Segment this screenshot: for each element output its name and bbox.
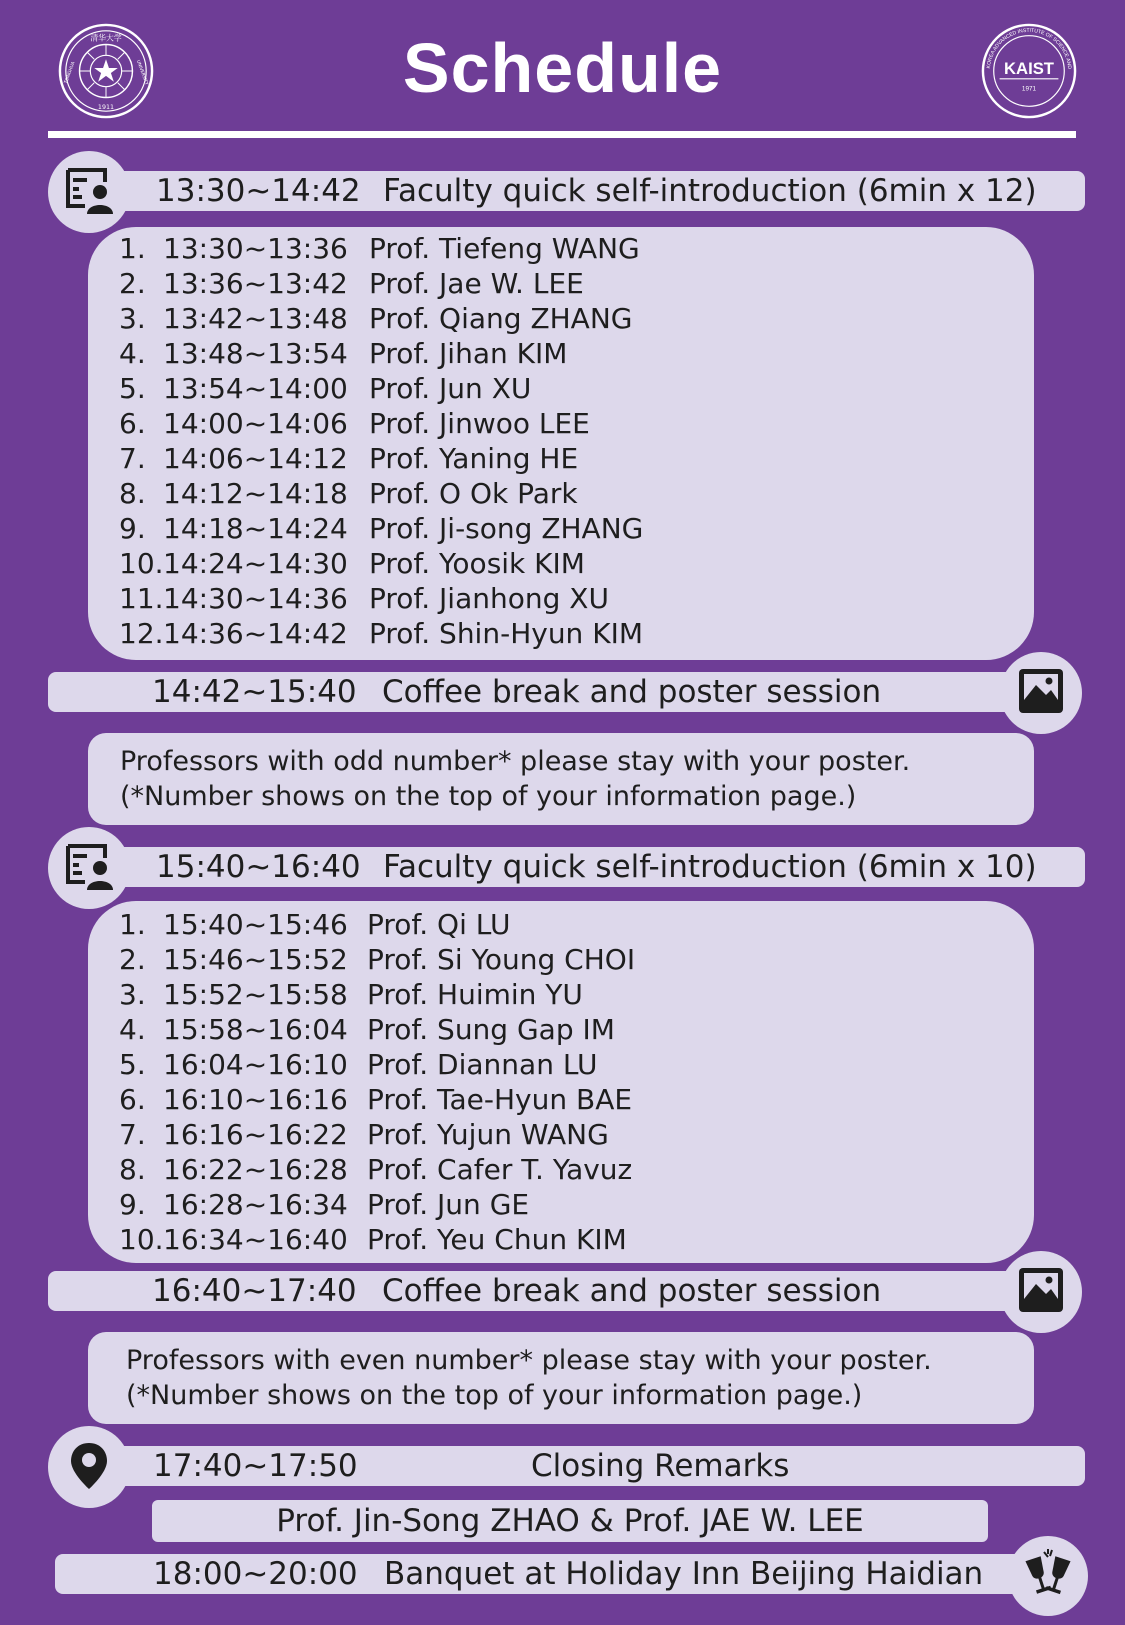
schedule-row [119, 907, 999, 942]
page-title: Schedule [402, 29, 723, 107]
toast-glasses-icon [1022, 1548, 1074, 1604]
row-speaker: Prof. Cafer T. Yavuz [367, 1153, 633, 1186]
row-number: 4. [119, 1013, 146, 1046]
row-time: 16:04~16:10 [163, 1048, 348, 1081]
row-speaker: Prof. Qiang ZHANG [369, 302, 633, 335]
tsinghua-logo [57, 22, 155, 120]
row-number: 2. [119, 943, 146, 976]
row-number: 7. [119, 442, 146, 475]
svg-text:1911: 1911 [97, 103, 115, 112]
session1-list-panel [88, 227, 1034, 660]
closing-speakers: Prof. Jin-Song ZHAO & Prof. JAE W. LEE [152, 1500, 988, 1542]
image-icon [1015, 665, 1067, 721]
schedule-row [119, 476, 999, 511]
break2-note-line2: (*Number shows on the top of your information page.) [126, 1380, 863, 1411]
break2-header [48, 1271, 1033, 1311]
row-time: 13:36~13:42 [163, 267, 348, 300]
svg-text:1971: 1971 [1021, 85, 1037, 93]
break2-note-panel [88, 1332, 1034, 1424]
session1-icon-circle [48, 151, 130, 233]
schedule-row [119, 1187, 999, 1222]
row-speaker: Prof. O Ok Park [369, 477, 578, 510]
row-speaker: Prof. Yujun WANG [367, 1118, 609, 1151]
kaist-logo [980, 22, 1078, 120]
schedule-row [119, 511, 999, 546]
row-time: 13:48~13:54 [163, 337, 348, 370]
row-time: 14:30~14:36 [163, 582, 348, 615]
row-time: 15:58~16:04 [163, 1013, 348, 1046]
title-divider [48, 131, 1076, 138]
schedule-row [119, 942, 999, 977]
svg-text:KOREA ADVANCED INSTITUTE OF SC: KOREA ADVANCED INSTITUTE OF SCIENCE AND [985, 27, 1073, 70]
row-number: 6. [119, 407, 146, 440]
row-number: 3. [119, 302, 146, 335]
row-time: 16:10~16:16 [163, 1083, 348, 1116]
row-speaker: Prof. Sung Gap IM [367, 1013, 615, 1046]
row-time: 14:12~14:18 [163, 477, 348, 510]
schedule-row [119, 1082, 999, 1117]
break1-time: 14:42~15:40 [152, 674, 357, 710]
row-speaker: Prof. Shin-Hyun KIM [369, 617, 643, 650]
row-number: 11. [119, 582, 164, 615]
row-number: 8. [119, 477, 146, 510]
row-time: 15:52~15:58 [163, 978, 348, 1011]
closing-time: 17:40~17:50 [153, 1448, 358, 1484]
session2-list-panel [88, 901, 1034, 1263]
row-speaker: Prof. Yeu Chun KIM [367, 1223, 627, 1256]
row-speaker: Prof. Huimin YU [367, 978, 583, 1011]
image-icon [1015, 1264, 1067, 1320]
schedule-row [119, 1222, 999, 1257]
schedule-row [119, 1117, 999, 1152]
row-speaker: Prof. Yaning HE [369, 442, 579, 475]
row-speaker: Prof. Jihan KIM [369, 337, 568, 370]
schedule-row [119, 441, 999, 476]
schedule-row [119, 546, 999, 581]
row-speaker: Prof. Tiefeng WANG [369, 232, 640, 265]
row-time: 15:40~15:46 [163, 908, 348, 941]
session1-header [100, 171, 1085, 211]
row-speaker: Prof. Tae-Hyun BAE [367, 1083, 633, 1116]
row-time: 14:06~14:12 [163, 442, 348, 475]
svg-text:UNIVERSITY: UNIVERSITY [134, 59, 149, 86]
row-number: 2. [119, 267, 146, 300]
break2-icon-circle [1000, 1251, 1082, 1333]
break1-title: Coffee break and poster session [382, 674, 882, 710]
row-speaker: Prof. Jinwoo LEE [369, 407, 590, 440]
schedule-row [119, 301, 999, 336]
closing-icon-circle [48, 1426, 130, 1508]
row-time: 16:16~16:22 [163, 1118, 348, 1151]
presenter-board-icon [63, 840, 115, 896]
banquet-time: 18:00~20:00 [153, 1556, 358, 1592]
row-number: 7. [119, 1118, 146, 1151]
schedule-row [119, 977, 999, 1012]
row-number: 10. [119, 1223, 164, 1256]
session2-header [100, 847, 1085, 887]
row-speaker: Prof. Si Young CHOI [367, 943, 636, 976]
presenter-board-icon [63, 164, 115, 220]
session2-title: Faculty quick self-introduction (6min x 10) [383, 849, 1037, 885]
session2-time: 15:40~16:40 [156, 849, 361, 885]
row-number: 8. [119, 1153, 146, 1186]
row-speaker: Prof. Qi LU [367, 908, 511, 941]
schedule-row [119, 371, 999, 406]
schedule-row [119, 581, 999, 616]
row-time: 15:46~15:52 [163, 943, 348, 976]
row-number: 5. [119, 1048, 146, 1081]
row-time: 14:18~14:24 [163, 512, 348, 545]
break2-title: Coffee break and poster session [382, 1273, 882, 1309]
break1-note-line1: Professors with odd number* please stay with your poster. [120, 746, 911, 777]
row-time: 16:34~16:40 [163, 1223, 348, 1256]
schedule-row [119, 616, 999, 651]
location-pin-icon [63, 1439, 115, 1495]
closing-header [100, 1446, 1085, 1486]
break1-icon-circle [1000, 652, 1082, 734]
row-speaker: Prof. Jianhong XU [369, 582, 609, 615]
row-number: 6. [119, 1083, 146, 1116]
schedule-row [119, 1152, 999, 1187]
break2-time: 16:40~17:40 [152, 1273, 357, 1309]
row-time: 13:42~13:48 [163, 302, 348, 335]
svg-text:KAIST: KAIST [1004, 58, 1054, 78]
banquet-header [55, 1554, 1065, 1594]
session1-title: Faculty quick self-introduction (6min x 12) [383, 173, 1037, 209]
row-number: 1. [119, 908, 146, 941]
break1-note-panel [88, 733, 1034, 825]
row-time: 16:22~16:28 [163, 1153, 348, 1186]
schedule-row [119, 266, 999, 301]
closing-title: Closing Remarks [531, 1448, 790, 1484]
schedule-row [119, 1047, 999, 1082]
row-time: 14:00~14:06 [163, 407, 348, 440]
schedule-row [119, 336, 999, 371]
svg-text:清华大学: 清华大学 [90, 33, 122, 43]
session1-time: 13:30~14:42 [156, 173, 361, 209]
banquet-icon-circle [1008, 1536, 1088, 1616]
row-number: 9. [119, 512, 146, 545]
row-number: 4. [119, 337, 146, 370]
schedule-row [119, 1012, 999, 1047]
row-time: 16:28~16:34 [163, 1188, 348, 1221]
row-speaker: Prof. Diannan LU [367, 1048, 598, 1081]
break2-note-line1: Professors with even number* please stay with your poster. [126, 1345, 932, 1376]
row-time: 14:24~14:30 [163, 547, 348, 580]
row-number: 3. [119, 978, 146, 1011]
row-speaker: Prof. Yoosik KIM [369, 547, 585, 580]
row-time: 14:36~14:42 [163, 617, 348, 650]
row-number: 9. [119, 1188, 146, 1221]
row-speaker: Prof. Jae W. LEE [369, 267, 584, 300]
schedule-row [119, 231, 999, 266]
row-number: 1. [119, 232, 146, 265]
row-number: 12. [119, 617, 164, 650]
row-speaker: Prof. Jun XU [369, 372, 532, 405]
row-time: 13:54~14:00 [163, 372, 348, 405]
row-number: 10. [119, 547, 164, 580]
row-speaker: Prof. Jun GE [367, 1188, 530, 1221]
break1-header [48, 672, 1033, 712]
row-speaker: Prof. Ji-song ZHANG [369, 512, 644, 545]
svg-text:TSINGHUA: TSINGHUA [63, 61, 77, 85]
row-number: 5. [119, 372, 146, 405]
banquet-title: Banquet at Holiday Inn Beijing Haidian [384, 1556, 984, 1592]
schedule-row [119, 406, 999, 441]
break1-note-line2: (*Number shows on the top of your information page.) [120, 781, 857, 812]
row-time: 13:30~13:36 [163, 232, 348, 265]
session2-icon-circle [48, 827, 130, 909]
